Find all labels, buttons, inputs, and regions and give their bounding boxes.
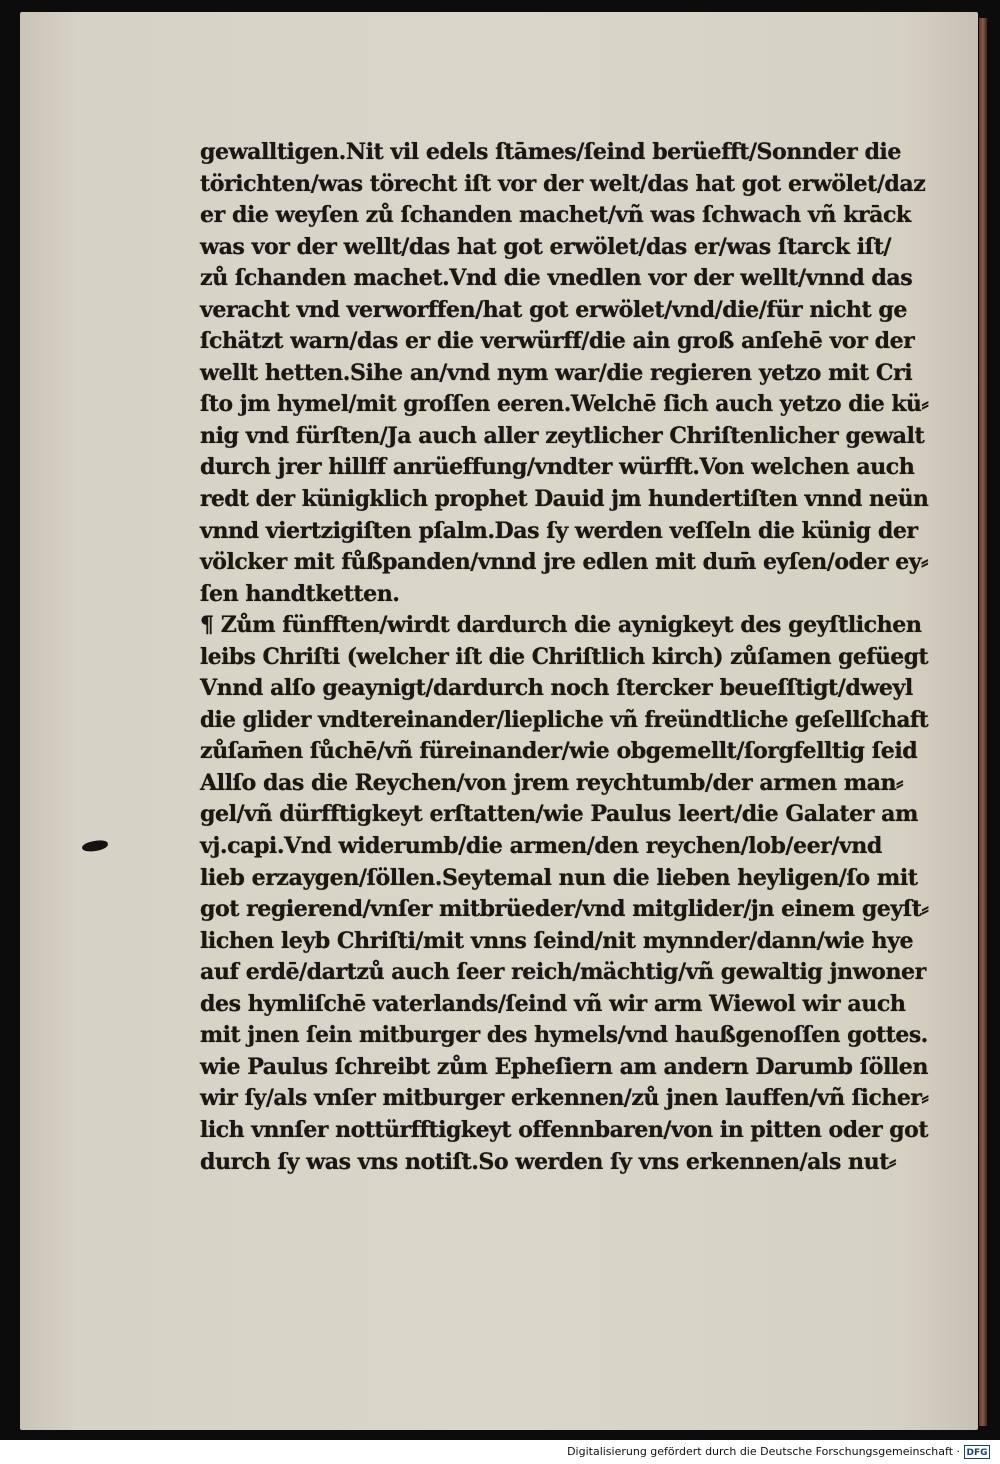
text-line: wie Paulus ſchreibt zům Epheſiern am andern Darumb ſöllen [200, 1053, 928, 1080]
dfg-logo: DFG [964, 1445, 990, 1459]
text-line: durch jrer hillff anrüeffung/vndter würfft.Von welchen auch [200, 454, 915, 481]
text-line: durch ſy was vns notiſt.So werden ſy vns erkennen/als nut⸗ [200, 1148, 896, 1175]
text-line: got regierend/vnſer mitbrüeder/vnd mitglider/jn einem geyſt⸗ [200, 896, 929, 923]
text-line: törichten/was törecht iſt vor der welt/das hat got erwölet/daz [200, 170, 926, 197]
text-line: nig vnd fürſten/Ja auch aller zeytlicher Chriſtenlicher gewalt [200, 422, 925, 449]
text-line: leibs Chriſti (welcher iſt die Chriſtlich kirch) zůſamen gefüegt [200, 643, 929, 670]
footer-bar [0, 1440, 1000, 1464]
text-line: die glider vndtereinander/liepliche vñ freündtliche geſellſchaft [200, 706, 929, 733]
text-line: mit jnen ſein mitburger des hymels/vnd haußgenoſſen gottes. [200, 1022, 928, 1049]
text-line: vj.capi.Vnd widerumb/die armen/den reychen/lob/eer/vnd [200, 833, 882, 860]
text-line: wellt hetten.Sihe an/vnd nym war/die regieren yetzo mit Cri [200, 359, 913, 386]
text-line: des hymliſchē vaterlands/ſeind vñ wir arm Wiewol wir auch [200, 990, 906, 1017]
text-line: was vor der wellt/das hat got erwölet/das er/was ſtarck iſt/ [200, 233, 892, 260]
text-line: gel/vñ dürfftigkeyt erſtatten/wie Paulus leert/die Galater am [200, 801, 918, 828]
funding-credit: Digitalisierung gefördert durch die Deutsche Forschungsgemeinschaft · [567, 1445, 960, 1458]
text-line: lichen leyb Chriſti/mit vnns ſeind/nit mynnder/dann/wie hye [200, 927, 914, 954]
text-line: ſen handtketten. [200, 580, 400, 607]
text-line: zůſam̄en ſůchē/vñ füreinander/wie obgemellt/ſorgfelltig ſeid [200, 738, 918, 765]
text-line: lich vnnſer nottürfftigkeyt offennbaren/von in pitten oder got [200, 1116, 928, 1143]
text-line: ſto jm hymel/mit groſſen eeren.Welchē ſich auch yetzo die kü⸗ [200, 391, 929, 418]
text-line: Vnnd alſo geaynigt/dardurch noch ſtercker beueſſtigt/dweyl [200, 675, 913, 702]
text-line: ¶ Zům fünfften/wirdt dardurch die aynigkeyt des geyſtlichen [200, 612, 922, 639]
text-line: gewalltigen.Nit vil edels ſtāmes/ſeind berüefft/Sonnder die [200, 139, 901, 165]
book-edge [979, 18, 987, 1426]
text-line: vnnd viertzigiſten pſalm.Das ſy werden veſſeln die künig der [200, 517, 918, 544]
text-line: Allſo das die Reychen/von jrem reychtumb/der armen man⸗ [200, 769, 904, 796]
text-line: redt der künigklich prophet Dauid jm hundertiſten vnnd neün [200, 486, 929, 513]
text-line: auf erdē/dartzů auch ſeer reich/mächtig/vñ gewaltig jnwoner [200, 959, 926, 986]
text-line: ſchätzt warn/das er die verwürff/die ain groß anſehē vor der [200, 328, 915, 355]
text-line: er die weyſen zů ſchanden machet/vñ was ſchwach vñ krāck [200, 202, 911, 229]
text-line: zů ſchanden machet.Vnd die vnedlen vor der wellt/vnnd das [200, 265, 913, 292]
text-line: veracht vnd verworffen/hat got erwölet/vnd/die/für nicht ge [200, 296, 907, 323]
text-line: völcker mit fůßpanden/vnnd jre edlen mit dum̄ eyſen/oder ey⸗ [200, 549, 928, 576]
text-line: wir ſy/als vnſer mitburger erkennen/zů jnen lauffen/vñ ſicher⸗ [200, 1085, 929, 1112]
text-block [200, 137, 940, 1178]
text-line: lieb erzaygen/ſöllen.Seytemal nun die lieben heyligen/ſo mit [200, 864, 918, 891]
